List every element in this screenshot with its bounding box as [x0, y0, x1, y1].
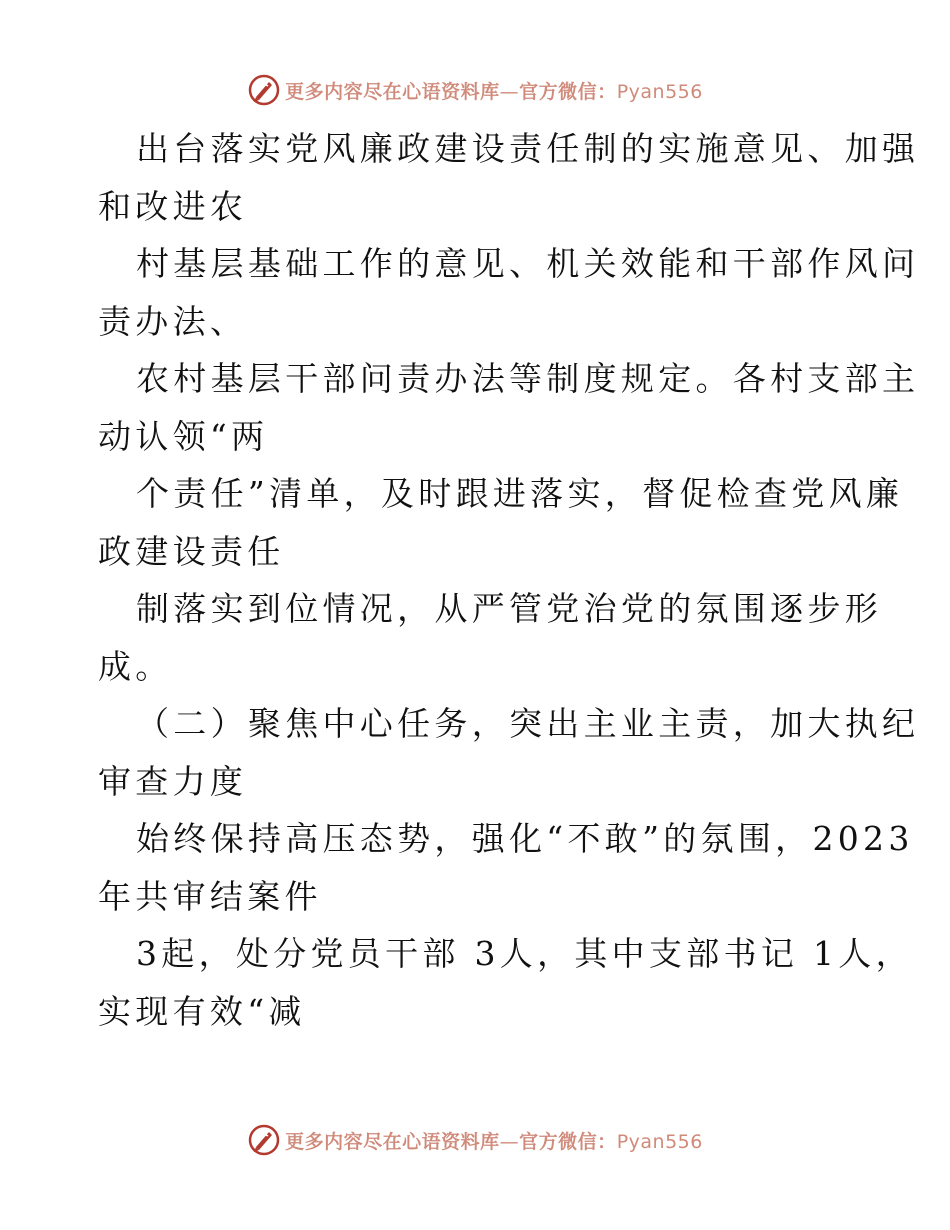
text-line-13: 始终保持高压态势，强化“不敢”的氛围，2023	[136, 819, 914, 858]
text-line-4: 责办法、	[98, 301, 248, 341]
text-line-3: 村基层基础工作的意见、机关效能和干部作风问	[136, 244, 920, 283]
text-line-1: 出台落实党风廉政建设责任制的实施意见、加强	[136, 129, 920, 168]
header-watermark	[0, 72, 950, 108]
text-line-11: （二）聚焦中心任务，突出主业主责，加大执纪	[136, 704, 920, 743]
watermark-wechat-label: 官方微信：	[519, 1130, 617, 1153]
watermark-text	[285, 77, 703, 104]
text-line-14: 年共审结案件	[98, 876, 322, 916]
watermark-wechat-id: Pyan556	[616, 80, 703, 103]
text-line-2: 和改进农	[98, 186, 248, 226]
footer-watermark	[0, 1122, 950, 1158]
text-line-8: 政建设责任	[98, 531, 285, 571]
watermark-dash: —	[499, 1130, 520, 1153]
text-line-6: 动认领“两	[98, 416, 269, 456]
text-line-12: 审查力度	[98, 761, 248, 801]
watermark-main: 更多内容尽在心语资料库	[285, 1130, 500, 1153]
watermark-dash: —	[499, 80, 520, 103]
pen-logo-icon	[247, 1123, 281, 1157]
watermark-wechat-id: Pyan556	[616, 1130, 703, 1153]
watermark-main: 更多内容尽在心语资料库	[285, 80, 500, 103]
text-line-16: 实现有效“减	[98, 991, 306, 1031]
watermark-wechat-label: 官方微信：	[519, 80, 617, 103]
pen-logo-icon	[247, 73, 281, 107]
text-line-5: 农村基层干部问责办法等制度规定。各村支部主	[136, 359, 920, 398]
watermark-text	[285, 1127, 703, 1154]
text-line-15: 3起，处分党员干部 3人，其中支部书记 1人，	[136, 934, 913, 973]
text-line-9: 制落实到位情况，从严管党治党的氛围逐步形	[136, 589, 882, 628]
text-line-7: 个责任”清单，及时跟进落实，督促检查党风廉	[136, 474, 904, 513]
body-text	[98, 120, 920, 1040]
text-line-10: 成。	[98, 646, 173, 686]
